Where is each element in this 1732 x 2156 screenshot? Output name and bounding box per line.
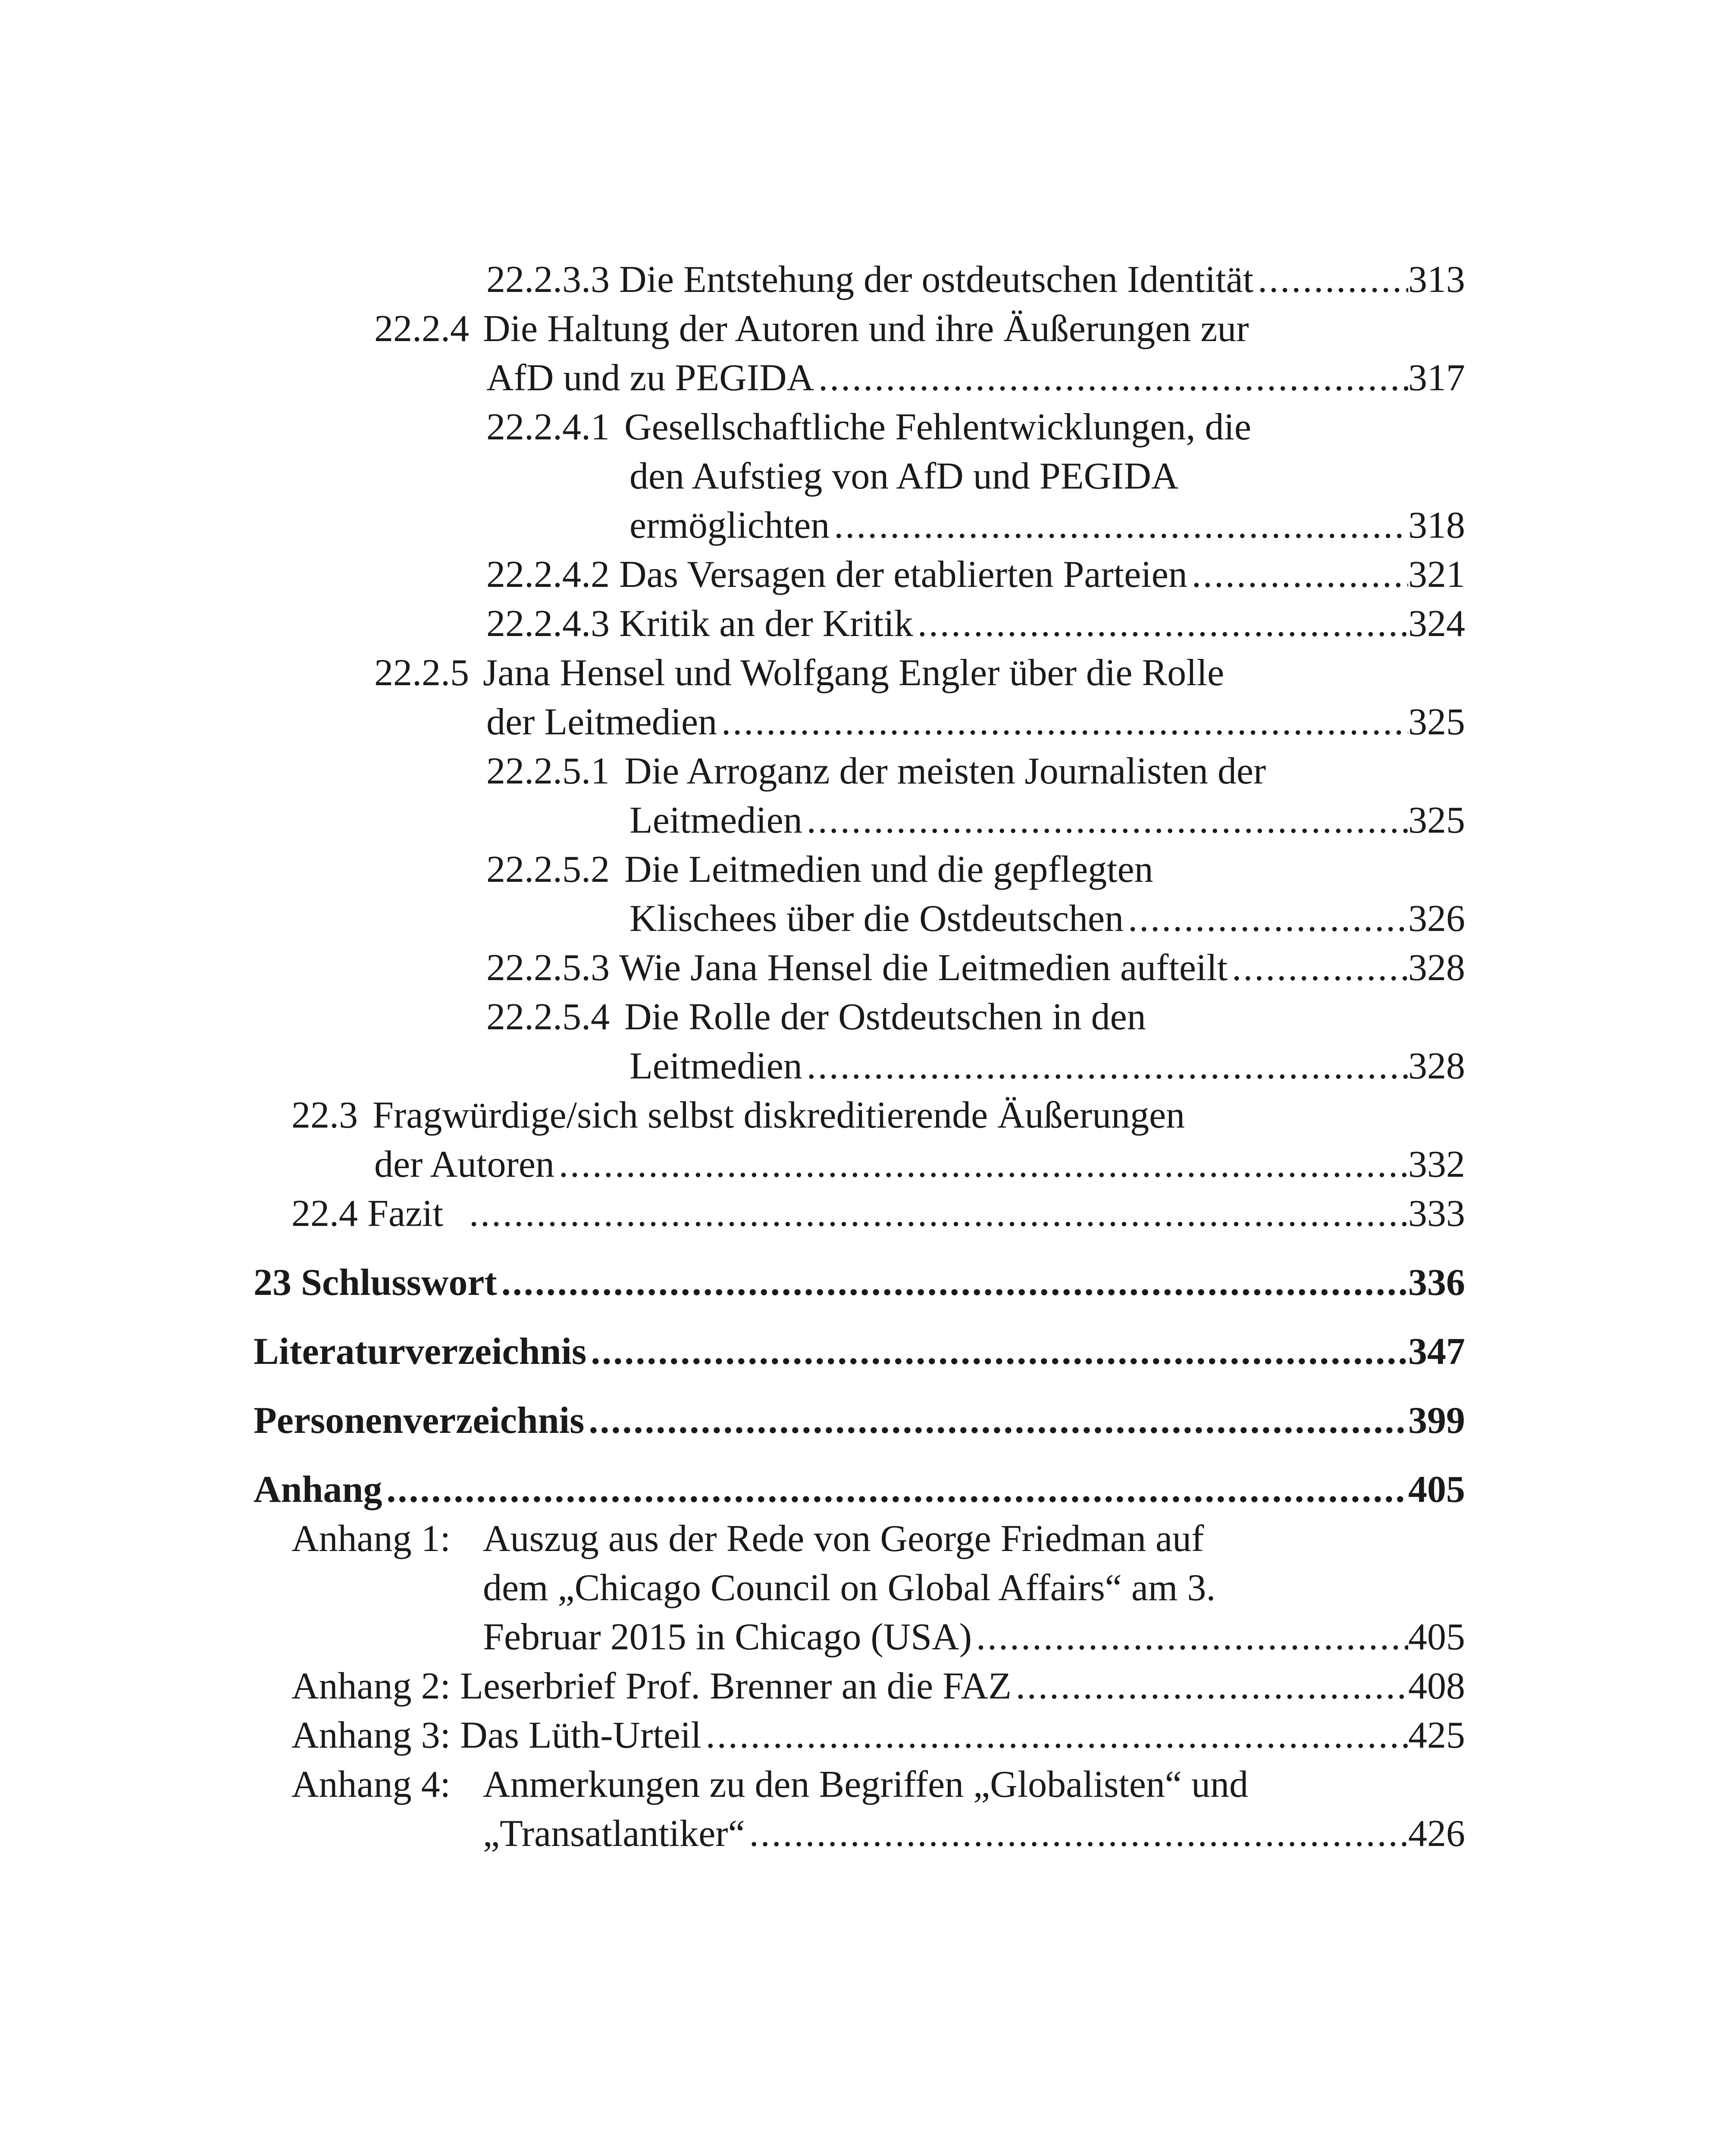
- toc-title-line-2: AfD und zu PEGIDA: [486, 357, 814, 399]
- toc-title-line-1: Fragwürdige/sich selbst diskreditierende Äußerungen: [373, 1094, 1185, 1136]
- toc-title-line-3: Februar 2015 in Chicago (USA): [483, 1616, 972, 1658]
- leader-dots: [1124, 894, 1408, 943]
- toc-entry-22-2-5-3[interactable]: [486, 943, 1465, 993]
- leader-dots: [717, 698, 1408, 747]
- toc-number: Anhang 1:: [291, 1518, 451, 1560]
- toc-number: 22.2.4.3: [486, 603, 610, 645]
- toc-page: 318: [1408, 505, 1465, 546]
- toc-entry-22-2-4-cont[interactable]: [486, 354, 1465, 403]
- leader-dots: [702, 1711, 1408, 1760]
- toc-number: 22.2.3.3: [486, 259, 610, 301]
- toc-number: 22.2.5.1: [486, 750, 610, 792]
- toc-title: Anhang: [254, 1469, 382, 1510]
- toc-entry-22-2-5-1-cont[interactable]: [630, 796, 1465, 845]
- toc-entry-22-2-5-2-cont[interactable]: [630, 894, 1465, 943]
- leader-dots: [745, 1809, 1408, 1858]
- toc-title-line-1: Die Arroganz der meisten Journalisten der: [624, 750, 1266, 792]
- leader-dots: [554, 1140, 1408, 1189]
- toc-number: 22.2.4.2: [486, 554, 610, 595]
- toc-page: 313: [1408, 259, 1465, 301]
- toc-title: Das Lüth-Urteil: [460, 1714, 702, 1756]
- toc-title: Personenverzeichnis: [254, 1400, 585, 1442]
- toc-entry-22-2-4-1-line2: [0, 452, 1732, 501]
- toc-entry-22-3-cont[interactable]: [374, 1140, 1465, 1189]
- toc-title-line-3: ermöglichten: [630, 505, 830, 546]
- toc-title: Fazit: [367, 1193, 443, 1235]
- toc-title-line-1: Die Rolle der Ostdeutschen in den: [624, 996, 1146, 1038]
- toc-page: 333: [1408, 1193, 1465, 1235]
- toc-title-line-2: der Autoren: [374, 1144, 554, 1185]
- leader-dots: [1012, 1662, 1408, 1711]
- toc-page: 347: [1408, 1331, 1465, 1373]
- leader-dots: [1228, 943, 1408, 993]
- toc-title-line-2: Leitmedien: [630, 1045, 802, 1087]
- leader-dots: [382, 1465, 1408, 1514]
- toc-title: Das Versagen der etablierten Parteien: [619, 554, 1187, 595]
- toc-title-line-2: Klischees über die Ostdeutschen: [630, 898, 1124, 940]
- toc-page: 325: [1408, 799, 1465, 841]
- toc-page: 425: [1408, 1714, 1465, 1756]
- toc-number: Anhang 3:: [291, 1714, 451, 1756]
- leader-dots: [830, 501, 1408, 550]
- toc-page: 325: [1408, 701, 1465, 743]
- toc-entry-22-2-4-2[interactable]: [486, 550, 1465, 599]
- leader-dots: [497, 1258, 1408, 1307]
- toc-title-line-1: Die Leitmedien und die gepflegten: [624, 849, 1153, 890]
- toc-entry-22-2-5-cont[interactable]: [486, 698, 1465, 747]
- toc-entry-22-2-5[interactable]: [0, 649, 1732, 698]
- leader-dots: [1187, 550, 1408, 599]
- toc-page: 328: [1408, 947, 1465, 989]
- toc-title-line-1: Die Haltung der Autoren und ihre Äußerungen zur: [483, 308, 1249, 350]
- toc-title-line-2: der Leitmedien: [486, 701, 717, 743]
- toc-number: 23: [254, 1262, 291, 1304]
- toc-title-line-2: den Aufstieg von AfD und PEGIDA: [630, 455, 1179, 497]
- toc-number: 22.4: [291, 1193, 358, 1235]
- toc-number: 22.2.4: [374, 308, 469, 350]
- toc-entry-22-2-5-4-cont[interactable]: [630, 1042, 1465, 1091]
- toc-title-line-1: Jana Hensel und Wolfgang Engler über die Rolle: [483, 652, 1225, 694]
- leader-dots: [584, 1396, 1408, 1445]
- toc-entry-anhang-1-cont[interactable]: [483, 1613, 1465, 1662]
- toc-page: 317: [1408, 357, 1465, 399]
- toc-title-line-1: Gesellschaftliche Fehlentwicklungen, die: [624, 406, 1251, 448]
- toc-title-line-2: „Transatlantiker“: [483, 1813, 745, 1855]
- toc-entry-personenverzeichnis[interactable]: [254, 1396, 1465, 1445]
- leader-dots: [972, 1613, 1408, 1662]
- toc-page: 426: [1408, 1813, 1465, 1855]
- toc-page: 326: [1408, 898, 1465, 940]
- toc-entry-22-2-4-1[interactable]: [0, 403, 1732, 452]
- toc-entry-22-2-5-2[interactable]: [0, 845, 1732, 894]
- toc-entry-anhang-1[interactable]: [0, 1514, 1732, 1564]
- toc-entry-anhang[interactable]: [254, 1465, 1465, 1514]
- toc-entry-anhang-3[interactable]: [291, 1711, 1465, 1760]
- toc-page: 324: [1408, 603, 1465, 645]
- toc-entry-anhang-2[interactable]: [291, 1662, 1465, 1711]
- toc-number: 22.2.5.2: [486, 849, 610, 890]
- toc-title: Schlusswort: [301, 1262, 497, 1304]
- toc-number: 22.2.5.3: [486, 947, 610, 989]
- toc-entry-22-2-5-1[interactable]: [0, 747, 1732, 796]
- toc-title: Literaturverzeichnis: [254, 1331, 587, 1373]
- toc-title-line-2: dem „Chicago Council on Global Affairs“ am 3.: [483, 1567, 1216, 1609]
- toc-number: 22.2.5: [374, 652, 469, 694]
- toc-title-line-1: Anmerkungen zu den Begriffen „Globalisten“ und: [483, 1764, 1248, 1805]
- leader-dots: [586, 1327, 1408, 1376]
- leader-dots: [802, 796, 1408, 845]
- toc-number: 22.2.4.1: [486, 406, 610, 448]
- toc-entry-22-4[interactable]: [291, 1189, 1465, 1238]
- toc-entry-22-3[interactable]: [0, 1091, 1732, 1140]
- leader-dots: [443, 1189, 1408, 1238]
- toc-entry-literaturverzeichnis[interactable]: [254, 1327, 1465, 1376]
- toc-title-line-1: Auszug aus der Rede von George Friedman auf: [483, 1518, 1204, 1560]
- leader-dots: [802, 1042, 1408, 1091]
- toc-number: 22.2.5.4: [486, 996, 610, 1038]
- toc-title: Kritik an der Kritik: [619, 603, 913, 645]
- toc-entry-anhang-1-line2: [0, 1564, 1732, 1613]
- toc-page: 332: [1408, 1144, 1465, 1185]
- toc-page: 399: [1408, 1400, 1465, 1442]
- toc-entry-22-2-4-3[interactable]: [486, 599, 1465, 649]
- toc-page: 405: [1408, 1469, 1465, 1510]
- leader-dots: [913, 599, 1408, 649]
- toc-title: Die Entstehung der ostdeutschen Identität: [619, 259, 1254, 301]
- toc-page: 321: [1408, 554, 1465, 595]
- toc-page: 328: [1408, 1045, 1465, 1087]
- toc-title: Leserbrief Prof. Brenner an die FAZ: [460, 1665, 1012, 1707]
- toc-entry-anhang-4[interactable]: [0, 1760, 1732, 1809]
- toc-entry-22-2-4[interactable]: [0, 304, 1732, 354]
- toc-page: 408: [1408, 1665, 1465, 1707]
- toc-number: 22.3: [291, 1094, 358, 1136]
- leader-dots: [814, 354, 1408, 403]
- toc-page: 405: [1408, 1616, 1465, 1658]
- toc-entry-22-2-3-3[interactable]: [486, 255, 1465, 304]
- toc-entry-anhang-4-cont[interactable]: [483, 1809, 1465, 1858]
- leader-dots: [1253, 255, 1408, 304]
- toc-number: Anhang 2:: [291, 1665, 451, 1707]
- toc-number: Anhang 4:: [291, 1764, 451, 1805]
- toc-title: Wie Jana Hensel die Leitmedien aufteilt: [619, 947, 1228, 989]
- toc-entry-22-2-5-4[interactable]: [0, 993, 1732, 1042]
- toc-entry-22-2-4-1-cont[interactable]: [630, 501, 1465, 550]
- toc-entry-23-schlusswort[interactable]: [254, 1258, 1465, 1307]
- toc-title-line-2: Leitmedien: [630, 799, 802, 841]
- toc-page: 336: [1408, 1262, 1465, 1304]
